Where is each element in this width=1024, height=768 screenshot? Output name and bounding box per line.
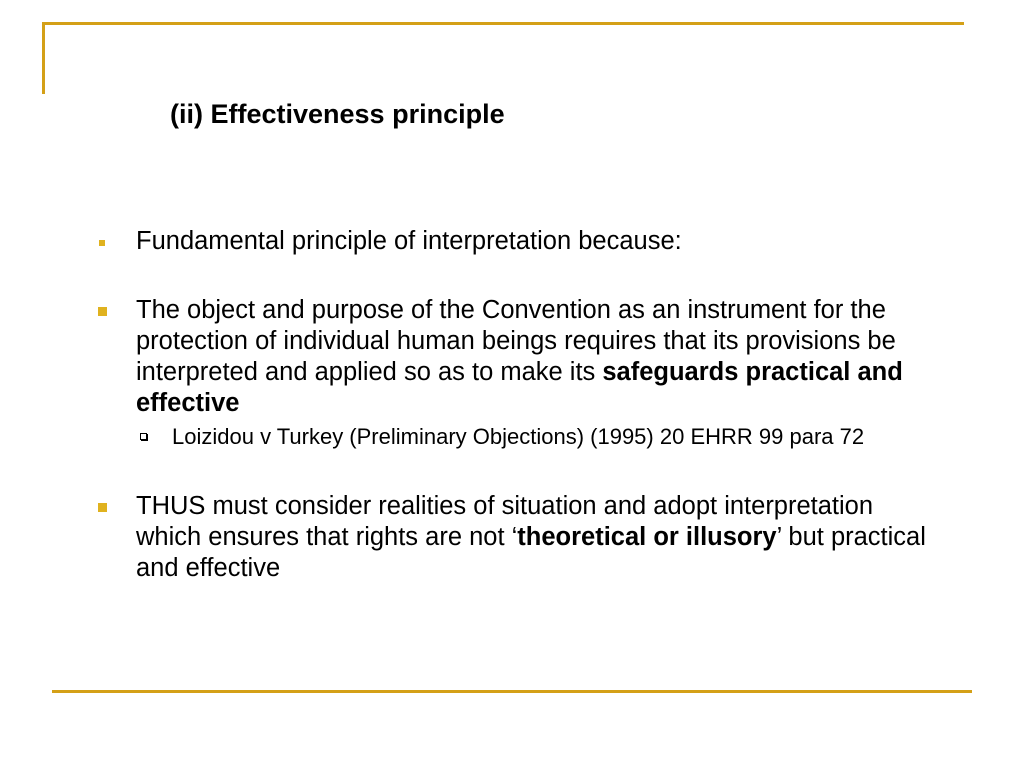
bullet-text: THUS must consider realities of situation and adopt interpretation which ensures that rights are not ‘ [136,492,874,551]
bullet-text: Fundamental principle of interpretation because: [136,227,682,255]
bullet-bold-text: safeguards practical and effective [136,358,903,417]
bullet-text: The object and purpose of the Convention as an instrument for the protection of individual human beings requires that its provisions be interpreted and applied so as to make its [136,296,896,386]
slide-content [96,226,926,584]
bullet-text-end: ’ but practical and effective [136,523,926,582]
bullet-bold-text: theoretical or illusory [517,523,777,551]
slide-title: (ii) Effectiveness principle [170,99,505,129]
square-bullet-icon [99,240,105,246]
frame-top-line [42,22,964,25]
frame-left-line [42,22,45,94]
hollow-square-bullet-icon [140,433,147,440]
frame-bottom-line [52,690,972,693]
sub-bullet-text: Loizidou v Turkey (Preliminary Objections) (1995) 20 EHRR 99 para 72 [172,424,865,449]
sub-bullet-item [136,423,926,451]
square-bullet-icon [98,503,107,512]
bullet-item [96,226,926,257]
bullet-item [96,491,926,584]
square-bullet-icon [98,307,107,316]
bullet-item [96,295,926,419]
